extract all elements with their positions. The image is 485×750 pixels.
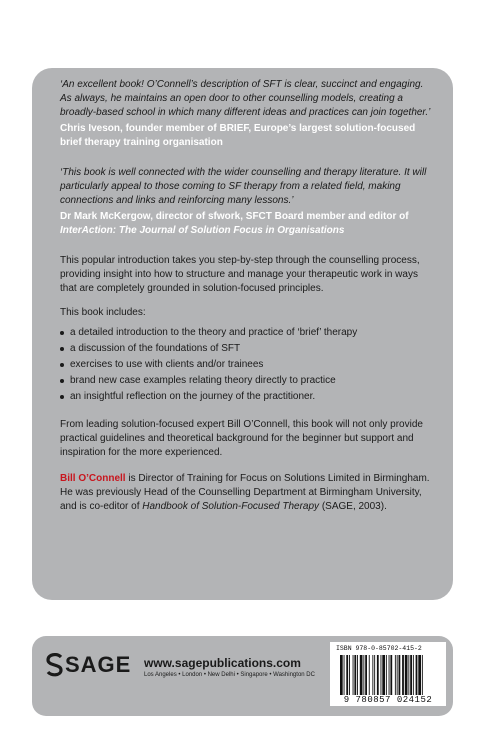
barcode-bar [386, 655, 387, 695]
barcode-bar [405, 655, 408, 695]
barcode-bar [357, 655, 358, 695]
intro-paragraph: This popular introduction takes you step-by-step through the counselling process, providing insight into how to structure and manage your therapeutic work in ways that are completely grounded in solution-focused principles. [60, 255, 420, 294]
back-cover-content [60, 78, 432, 514]
barcode-bar [381, 655, 382, 695]
barcode-bar [422, 655, 423, 695]
list-item: a discussion of the foundations of SFT [60, 342, 432, 356]
barcode-bar [360, 655, 363, 695]
attribution-2-text: Dr Mark McKergow, director of sfwork, SFCT Board member and editor of [60, 211, 409, 222]
barcode-bar [369, 655, 370, 695]
barcode-bar [344, 655, 345, 695]
barcode-bar [399, 655, 401, 695]
barcode-bar [395, 655, 396, 695]
barcode-bar [340, 655, 343, 695]
barcode-bar [389, 655, 390, 695]
barcode-bar [390, 655, 392, 695]
barcode-bar [372, 655, 373, 695]
endorsement-quote-2: ‘This book is well connected with the wider counselling and therapy literature. It will particularly appeal to those coming to SF therapy from a related field, making connections and links and reinforcing many lessons.’ [60, 167, 427, 206]
sage-logo-text: SAGE [65, 652, 132, 677]
publisher-cities: Los Angeles • London • New Delhi • Singapore • Washington DC [144, 672, 315, 678]
barcode-bar [354, 655, 356, 695]
barcode-bar [353, 655, 354, 695]
barcode-bar [402, 655, 404, 695]
author-book-title: Handbook of Solution-Focused Therapy [142, 501, 320, 512]
sage-logo [45, 652, 131, 678]
endorsement-attribution-2 [60, 210, 432, 238]
endorsement-attribution-1: Chris Iveson, founder member of BRIEF, Europe’s largest solution-focused brief therapy training organisation [60, 123, 416, 148]
barcode-bar [374, 655, 375, 695]
publisher-url[interactable]: www.sagepublications.com [144, 656, 301, 670]
sage-s-icon [45, 653, 65, 677]
includes-heading: This book includes: [60, 307, 146, 318]
barcode-bar [413, 655, 414, 695]
barcode-bar [397, 655, 398, 695]
author-bio-text-2: (SAGE, 2003). [319, 501, 387, 512]
barcode-icon [340, 655, 436, 695]
barcode-digits: 9 780857 024152 [343, 695, 433, 705]
list-item: a detailed introduction to the theory and practice of ‘brief’ therapy [60, 326, 432, 340]
attribution-2-journal: InterAction: The Journal of Solution Focus in Organisations [60, 225, 345, 236]
author-bio [60, 472, 432, 514]
barcode-bar [410, 655, 412, 695]
endorsement-quote-1: ‘An excellent book! O’Connell’s description of SFT is clear, succinct and engaging. As always, he maintains an open door to other counselling models, creating a broadly-based school in which many different ideas and practices can join together.’ [60, 79, 431, 118]
barcode-block [330, 642, 446, 706]
barcode-bar [349, 655, 350, 695]
barcode-bar [377, 655, 379, 695]
barcode-bar [363, 655, 364, 695]
list-item: brand new case examples relating theory directly to practice [60, 374, 432, 388]
summary-paragraph: From leading solution-focused expert Bill O’Connell, this book will not only provide practical guidelines and theoretical background for the beginner but support and inspiration for the more experienced. [60, 419, 423, 458]
author-name: Bill O’Connell [60, 473, 126, 484]
barcode-bar [408, 655, 409, 695]
barcode-bar [418, 655, 421, 695]
includes-list [60, 326, 432, 404]
list-item: an insightful reflection on the journey of the practitioner. [60, 390, 432, 404]
barcode-bar [382, 655, 385, 695]
barcode-bar [416, 655, 418, 695]
isbn-label: ISBN 978-0-85702-415-2 [336, 645, 422, 652]
barcode-bar [346, 655, 348, 695]
author-bio-text-1: is Director of Training for Focus on Solutions Limited in Birmingham. He was previously Head of the Counselling Department at Birmingham University, and is co-editor of [60, 473, 430, 512]
barcode-bar [365, 655, 367, 695]
list-item: exercises to use with clients and/or trainees [60, 358, 432, 372]
